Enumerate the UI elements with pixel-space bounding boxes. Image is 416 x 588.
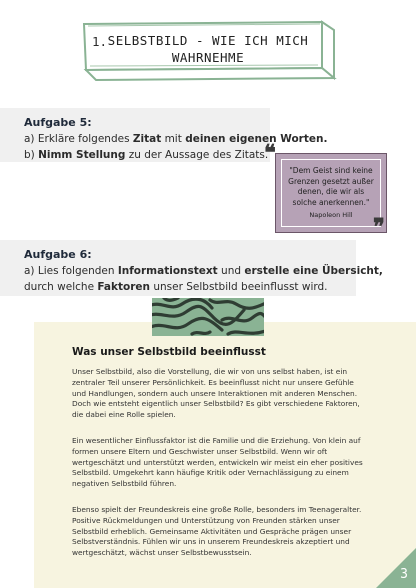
info-paragraph: Unser Selbstbild, also die Vorstellung, die wir von uns selbst haben, ist ein zentraler Teil unserer Persönlichkeit. Es beeinflusst nicht nur unsere Gefühle und Handlungen, sondern auch unsere Interaktionen mit anderen Menschen. Doch wie entsteht eigentlich unser Selbstbild? Es gibt verschiedene Faktoren, die dabei eine Rolle spielen. bbox=[72, 367, 360, 420]
task-5-panel bbox=[0, 108, 328, 162]
task-6-line-2: durch welche Faktoren unser Selbstbild beeinflusst wird. bbox=[24, 281, 328, 293]
info-title: Was unser Selbstbild beeinflusst bbox=[72, 346, 266, 358]
quote-open-mark-icon: ❝ bbox=[264, 140, 276, 166]
task-5-line-a: a) Erkläre folgendes Zitat mit deinen eigenen Worten. bbox=[24, 133, 328, 145]
page-title: SELBSTBILD - WIE ICH MICH WAHRNEHME bbox=[107, 33, 309, 65]
quote-close-mark-icon: ❞ bbox=[373, 214, 385, 240]
task-6-panel bbox=[0, 240, 383, 296]
task-6-heading: Aufgabe 6: bbox=[24, 248, 92, 261]
task-5-line-b: b) Nimm Stellung zu der Aussage des Zitats. bbox=[24, 149, 269, 161]
info-paragraph: Ein wesentlicher Einflussfaktor ist die Familie und die Erziehung. Von klein auf formen unsere Eltern und Geschwister unser Selbstbild. Wenn wir oft wertgeschätzt und unterstützt werden, entwickeln wir meist ein eher positives Selbstbild. Umgekehrt kann häufige Kritik oder Vernachlässigung zu einem negativen Selbstbild führen. bbox=[72, 436, 363, 489]
info-paragraph: Ebenso spielt der Freundeskreis eine große Rolle, besonders im Teenageralter. Positive Rückmeldungen und Unterstützung von Freunden stärken unser Selbstbild erheblich. Gemeinsame Aktivitäten und Gespräche prägen unser Selbstverständnis. Fühlen wir uns in unserem Freundeskreis akzeptiert und wertgeschätzt, wächst unser Selbstbewusstsein. bbox=[72, 505, 362, 558]
title-box bbox=[82, 20, 338, 82]
quote-box bbox=[275, 153, 387, 233]
page-number: 3 bbox=[400, 567, 408, 582]
page-corner-decoration bbox=[376, 548, 416, 588]
zebra-pattern-decoration bbox=[152, 298, 264, 336]
task-6-line-1: a) Lies folgenden Informationstext und erstelle eine Übersicht, bbox=[24, 265, 383, 277]
task-5-heading: Aufgabe 5: bbox=[24, 116, 92, 129]
quote-author: Napoleon Hill bbox=[309, 211, 353, 219]
quote-text: "Dem Geist sind keine Grenzen gesetzt außer denen, die wir als solche anerkennen." Napoleon Hill bbox=[286, 166, 376, 221]
title-number: 1. bbox=[92, 34, 108, 49]
